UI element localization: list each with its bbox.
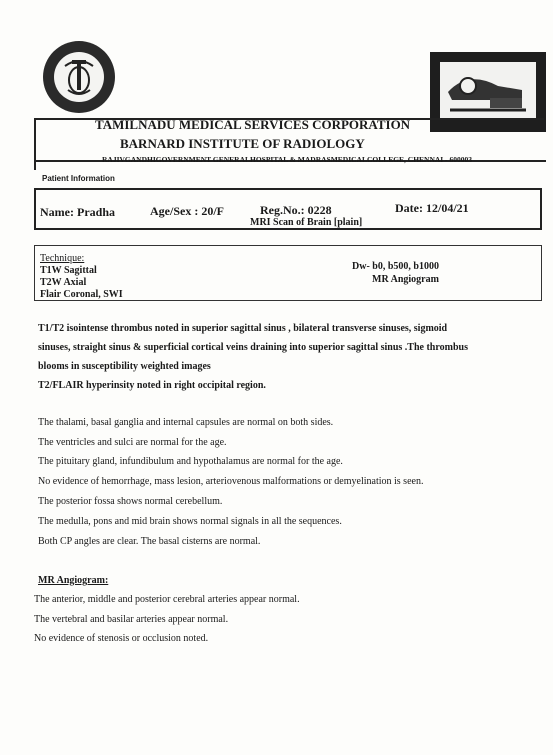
patient-name: Name: Pradha: [40, 205, 115, 219]
finding-line: sinuses, straight sinus & superficial cortical veins draining into superior sagittal sinus .The thrombus: [38, 342, 468, 353]
angiogram-line: The vertebral and basilar arteries appear normal.: [34, 614, 229, 625]
normal-finding-line: The pituitary gland, infundibulum and hypothalamus are normal for the age.: [38, 456, 343, 467]
report-date: Date: 12/04/21: [395, 201, 469, 215]
angiogram-line: No evidence of stenosis or occlusion noted.: [34, 633, 209, 644]
technique-item: Flair Coronal, SWI: [40, 289, 123, 300]
institute-name: BARNARD INSTITUTE OF RADIOLOGY: [120, 136, 365, 151]
technique-item: T2W Axial: [40, 277, 87, 288]
finding-line: T1/T2 isointense thrombus noted in superior sagittal sinus , bilateral transverse sinuses, sigmoid: [38, 323, 448, 334]
mr-angiogram-heading: MR Angiogram:: [38, 575, 109, 586]
finding-line: T2/FLAIR hyperinsity noted in right occipital region.: [38, 380, 266, 391]
patient-reg-no: Reg.No.: 0228: [260, 203, 332, 217]
normal-finding-line: Both CP angles are clear. The basal cisterns are normal.: [38, 536, 261, 547]
scan-title: MRI Scan of Brain [plain]: [250, 217, 363, 228]
technique-item-right: Dw- b0, b500, b1000: [352, 261, 439, 272]
tnmsc-seal-logo: [42, 40, 116, 114]
technique-heading: Technique:: [40, 253, 85, 264]
normal-finding-line: The posterior fossa shows normal cerebellum.: [38, 496, 223, 507]
patient-info-label: Patient Information: [42, 174, 115, 183]
normal-finding-line: No evidence of hemorrhage, mass lesion, arteriovenous malformations or demyelination is seen.: [38, 476, 424, 487]
normal-finding-line: The medulla, pons and mid brain shows normal signals in all the sequences.: [38, 516, 342, 527]
patient-age-sex: Age/Sex : 20/F: [150, 204, 224, 218]
organization-name: TAMILNADU MEDICAL SERVICES CORPORATION: [95, 117, 411, 132]
normal-finding-line: The thalami, basal ganglia and internal capsules are normal on both sides.: [38, 417, 334, 428]
angiogram-line: The anterior, middle and posterior cerebral arteries appear normal.: [34, 594, 300, 605]
finding-line: blooms in susceptibility weighted images: [38, 361, 211, 372]
normal-finding-line: The ventricles and sulci are normal for the age.: [38, 437, 227, 448]
institute-address: RAJIVGANDHIGOVERNMENT GENERALHOSPITAL & MADRASMEDICALCOLLEGE, CHENNAI - 600003: [102, 155, 472, 164]
technique-item: T1W Sagittal: [40, 265, 97, 276]
technique-item-right: MR Angiogram: [372, 274, 439, 285]
